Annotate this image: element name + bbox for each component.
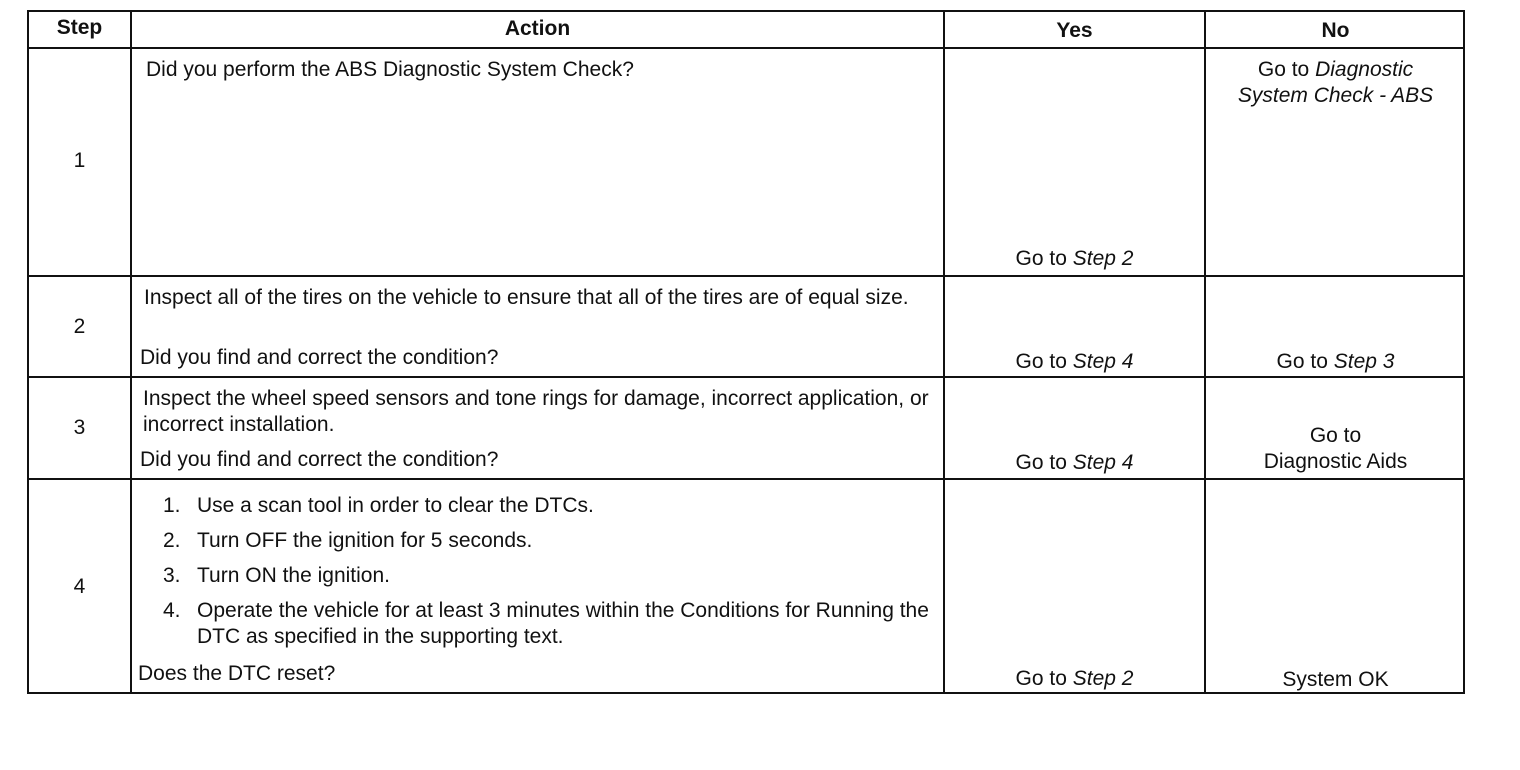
no-action [1206, 57, 1465, 109]
step-number: 1 [73, 149, 86, 172]
list-item: 2. Turn OFF the ignition for 5 seconds. [163, 529, 533, 552]
yes-action [945, 349, 1204, 375]
yes-prefix: Go to [1015, 247, 1067, 270]
yes-prefix: Go to [1015, 350, 1067, 373]
yes-step-link: Step 2 [1072, 667, 1134, 690]
yes-step-link: Step 4 [1072, 350, 1134, 373]
no-line2: Diagnostic Aids [1263, 450, 1408, 473]
action-question: Does the DTC reset? [138, 662, 336, 685]
no-link-line2: System Check - ABS [1237, 84, 1434, 107]
action-question: Did you find and correct the condition? [140, 448, 499, 471]
row-divider [29, 47, 1463, 49]
action-text: Inspect the wheel speed sensors and tone rings for damage, incorrect application, or incorrect installation. [143, 387, 929, 436]
step-number: 3 [73, 416, 86, 439]
header-action: Action [504, 17, 571, 40]
header-yes: Yes [1056, 19, 1093, 42]
yes-step-link: Step 2 [1072, 247, 1134, 270]
yes-action [945, 246, 1204, 272]
list-item: 1. Use a scan tool in order to clear the DTCs. [163, 494, 594, 517]
header-step: Step [56, 16, 103, 39]
numbered-steps-list [135, 493, 935, 650]
header-no: No [1321, 19, 1350, 42]
column-divider [130, 12, 132, 692]
yes-step-link: Step 4 [1072, 451, 1134, 474]
no-line1: Go to [1309, 424, 1362, 447]
row-divider [29, 275, 1463, 277]
yes-action [945, 666, 1204, 692]
row-divider [29, 478, 1463, 480]
no-action: System OK [1282, 668, 1389, 691]
no-link-line1: Diagnostic [1315, 58, 1414, 81]
yes-prefix: Go to [1015, 451, 1067, 474]
action-question: Did you find and correct the condition? [140, 346, 499, 369]
diagnostic-table [27, 10, 1465, 694]
row-divider [29, 376, 1463, 378]
step-number: 4 [73, 575, 86, 598]
yes-action [945, 450, 1204, 476]
no-step-link: Step 3 [1333, 350, 1395, 373]
no-prefix: Go to [1276, 350, 1328, 373]
no-prefix: Go to [1257, 58, 1310, 81]
action-question: Did you perform the ABS Diagnostic System Check? [146, 58, 634, 81]
list-item: 3. Turn ON the ignition. [163, 564, 390, 587]
yes-prefix: Go to [1015, 667, 1067, 690]
action-text: Inspect all of the tires on the vehicle to ensure that all of the tires are of equal size. [144, 286, 909, 309]
step-number: 2 [73, 315, 86, 338]
list-item: 4. Operate the vehicle for at least 3 minutes within the Conditions for Running the DTC as specified in the supporting text. [163, 599, 929, 648]
no-action [1206, 349, 1465, 375]
no-action [1206, 423, 1465, 475]
action-steps [135, 493, 935, 659]
